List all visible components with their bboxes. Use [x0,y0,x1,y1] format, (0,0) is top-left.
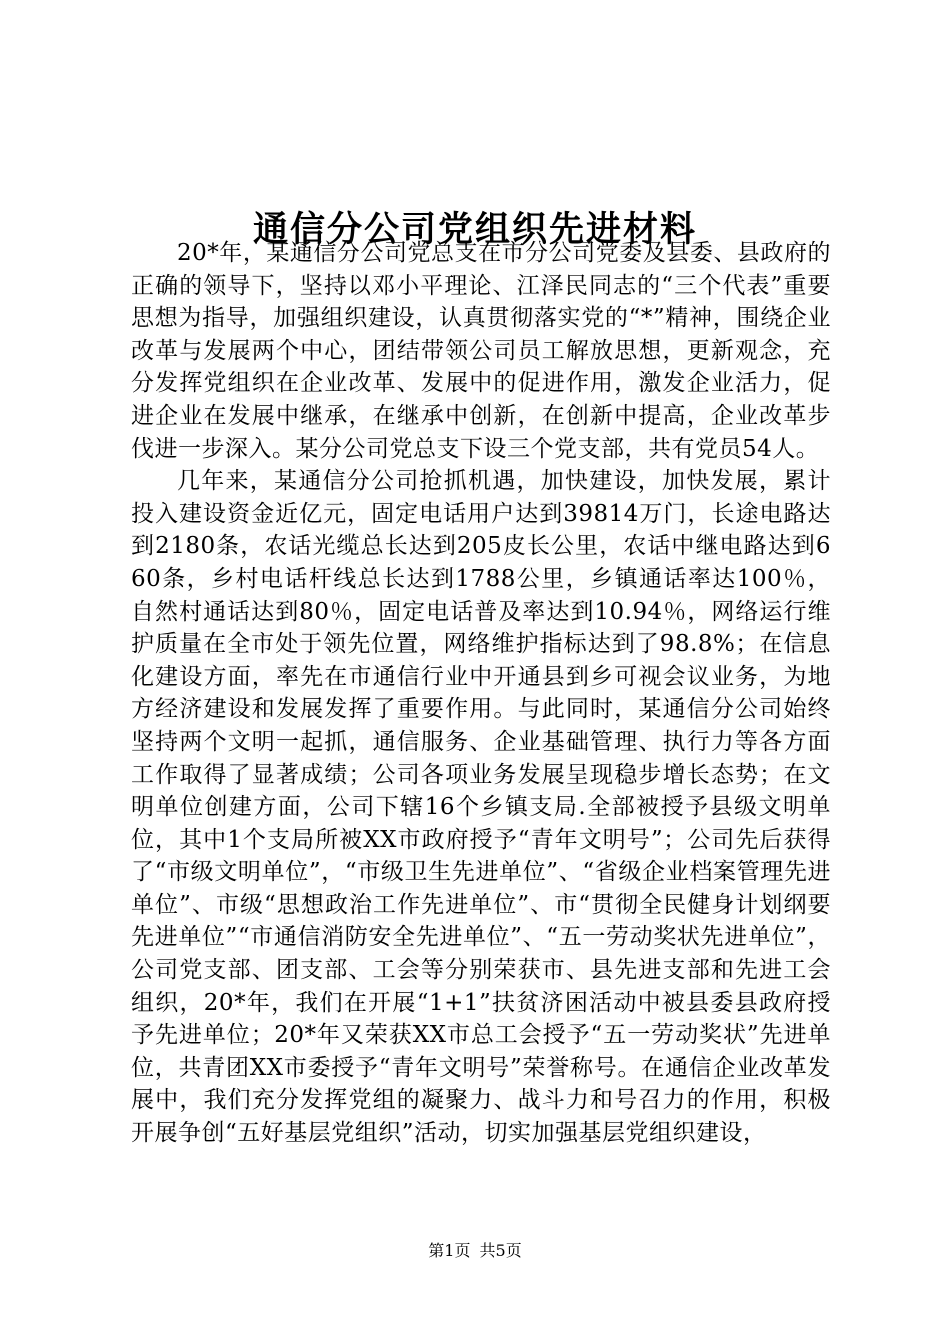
paragraph-1: 20*年，某通信分公司党总支在市分公司党委及县委、县政府的正确的领导下，坚持以邓小平理论、江泽民同志的“三个代表”重要思想为指导，加强组织建设，认真贯彻落实党的“*”精神，围绕企业改革与发展两个中心，团结带领公司员工解放思想，更新观念，充分发挥党组织在企业改革、发展中的促进作用，激发企业活力，促进企业在发展中继承，在继承中创新，在创新中提高，企业改革步伐进一步深入。某分公司党总支下设三个党支部，共有党员54人。 [131,240,831,462]
page-number-footer: 第1页 共5页 [428,1241,522,1260]
document-body [131,237,831,1150]
document-title: 通信分公司党组织先进材料 [252,209,697,251]
paragraph-2: 几年来，某通信分公司抢抓机遇，加快建设，加快发展，累计投入建设资金近亿元，固定电话用户达到39814万门，长途电路达到2180条，农话光缆总长达到205皮长公里，农话中继电路达到660条，乡村电话杆线总长达到1788公里，乡镇通话率达100％，自然村通话达到80％，固定电话普及率达到10.94％，网络运行维护质量在全市处于领先位置，网络维护指标达到了98.8%；在信息化建设方面，率先在市通信行业中开通县到乡可视会议业务，为地方经济建设和发展发挥了重要作用。与此同时，某通信分公司始终坚持两个文明一起抓，通信服务、企业基础管理、执行力等各方面工作取得了显著成绩；公司各项业务发展呈现稳步增长态势；在文明单位创建方面，公司下辖16个乡镇支局.全部被授予县级文明单位，其中1个支局所被XX市政府授予“青年文明号”；公司先后获得了“市级文明单位”，“市级卫生先进单位”、“省级企业档案管理先进单位”、市级“思想政治工作先进单位”、市“贯彻全民健身计划纲要先进单位”“市通信消防安全先进单位”、“五一劳动奖状先进单位”，公司党支部、团支部、工会等分别荣获市、县先进支部和先进工会组织，20*年，我们在开展“1+1”扶贫济困活动中被县委县政府授予先进单位；20*年又荣获XX市总工会授予“五一劳动奖状”先进单位，共青团XX市委授予“青年文明号”荣誉称号。在通信企业改革发展中，我们充分发挥党组的凝聚力、战斗力和号召力的作用，积极开展争创“五好基层党组织”活动，切实加强基层党组织建设， [131,468,831,1147]
